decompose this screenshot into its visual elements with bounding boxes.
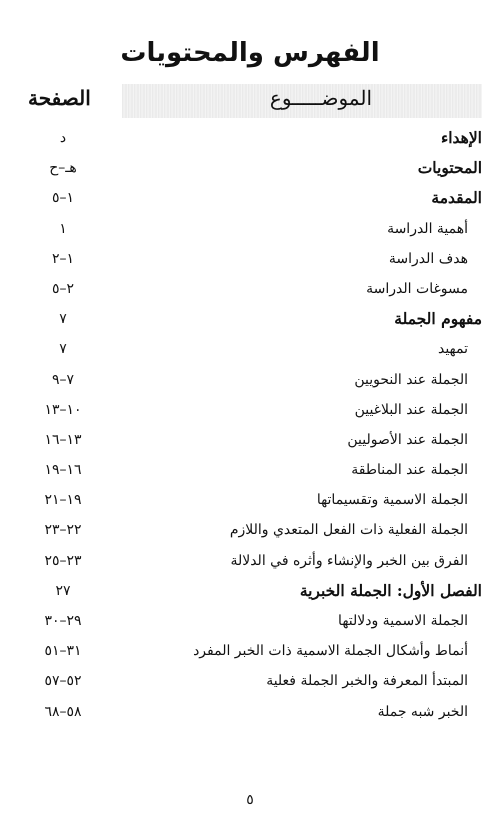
toc-entry-title: الفرق بين الخبر والإنشاء وأثره في الدلالة <box>230 552 468 569</box>
toc-entry-title: المبتدأ المعرفة والخبر الجملة فعلية <box>266 673 468 690</box>
toc-row <box>28 334 482 364</box>
toc-entry-page: ٥٢–٥٧ <box>44 673 82 690</box>
toc-entry-title: الجملة عند الأصوليين <box>347 431 468 448</box>
page-number: ٥ <box>246 792 254 808</box>
toc-entry-title: المحتويات <box>417 158 482 178</box>
toc-entry-page: ١٠–١٣ <box>44 401 82 418</box>
toc-row <box>28 395 482 425</box>
toc-entry-title: مفهوم الجملة <box>394 309 482 329</box>
toc-entry-page: ٥٨–٦٨ <box>44 703 82 720</box>
toc-row <box>28 365 482 395</box>
toc-entry-page: ٢٧ <box>55 582 71 599</box>
toc-row <box>28 697 482 727</box>
toc-row <box>28 214 482 244</box>
toc-entry-title: أهمية الدراسة <box>387 220 468 237</box>
toc-entry-page: د <box>59 130 67 146</box>
table-of-contents <box>28 123 482 727</box>
toc-row <box>28 123 482 153</box>
toc-entry-title: أنماط وأشكال الجملة الاسمية ذات الخبر المفرد <box>193 643 468 660</box>
toc-row <box>28 244 482 274</box>
toc-entry-title: تمهيد <box>437 341 468 358</box>
toc-row <box>28 636 482 666</box>
toc-entry-title: الجملة عند المناطقة <box>351 462 468 479</box>
toc-entry-page: ٣١–٥١ <box>44 643 82 660</box>
toc-row <box>28 485 482 515</box>
toc-header <box>28 84 482 118</box>
toc-row <box>28 274 482 304</box>
header-page-label: الصفحة <box>28 86 91 110</box>
toc-entry-page: ١٦–١٩ <box>44 462 82 479</box>
toc-entry-page: ١٩–٢١ <box>44 492 82 509</box>
toc-entry-title: الجملة الاسمية ودلالتها <box>338 613 468 629</box>
toc-entry-page: ٧ <box>59 341 67 358</box>
toc-entry-title: مسوغات الدراسة <box>366 280 468 297</box>
toc-row <box>28 455 482 485</box>
toc-entry-page: ٧–٩ <box>51 371 75 388</box>
toc-row <box>28 666 482 696</box>
toc-entry-title: الإهداء <box>440 128 482 147</box>
toc-entry-page: ٢–٥ <box>51 280 75 297</box>
toc-row <box>28 515 482 545</box>
toc-entry-title: الخبر شبه جملة <box>377 703 468 720</box>
toc-entry-title: المقدمة <box>431 188 482 208</box>
toc-entry-page: ١ <box>59 220 67 237</box>
toc-entry-title: الجملة عند البلاغيين <box>354 401 468 418</box>
toc-row <box>28 425 482 455</box>
toc-row <box>28 304 482 334</box>
toc-entry-page: ٢٣–٢٥ <box>44 552 82 569</box>
toc-entry-page: هـ–ح <box>49 160 77 177</box>
toc-entry-page: ١–٥ <box>51 190 75 207</box>
toc-entry-title: الجملة الاسمية وتقسيماتها <box>316 492 468 509</box>
toc-entry-page: ١–٢ <box>51 250 75 267</box>
toc-entry-page: ٢٩–٣٠ <box>44 613 82 629</box>
header-topic-label: الموضـــــوع <box>269 86 372 110</box>
toc-entry-page: ١٣–١٦ <box>44 431 82 448</box>
toc-row <box>28 606 482 636</box>
toc-row <box>28 183 482 213</box>
toc-row <box>28 546 482 576</box>
toc-row <box>28 153 482 183</box>
toc-entry-title: الفصل الأول: الجملة الخبرية <box>299 580 482 600</box>
toc-entry-page: ٧ <box>59 311 67 328</box>
toc-entry-page: ٢٢–٢٣ <box>44 522 82 539</box>
toc-row <box>28 576 482 606</box>
page-title: الفهرس والمحتويات <box>120 38 380 68</box>
toc-entry-title: الجملة عند النحويين <box>354 371 468 388</box>
toc-entry-title: هدف الدراسة <box>388 250 468 267</box>
toc-entry-title: الجملة الفعلية ذات الفعل المتعدي واللازم <box>229 522 468 539</box>
